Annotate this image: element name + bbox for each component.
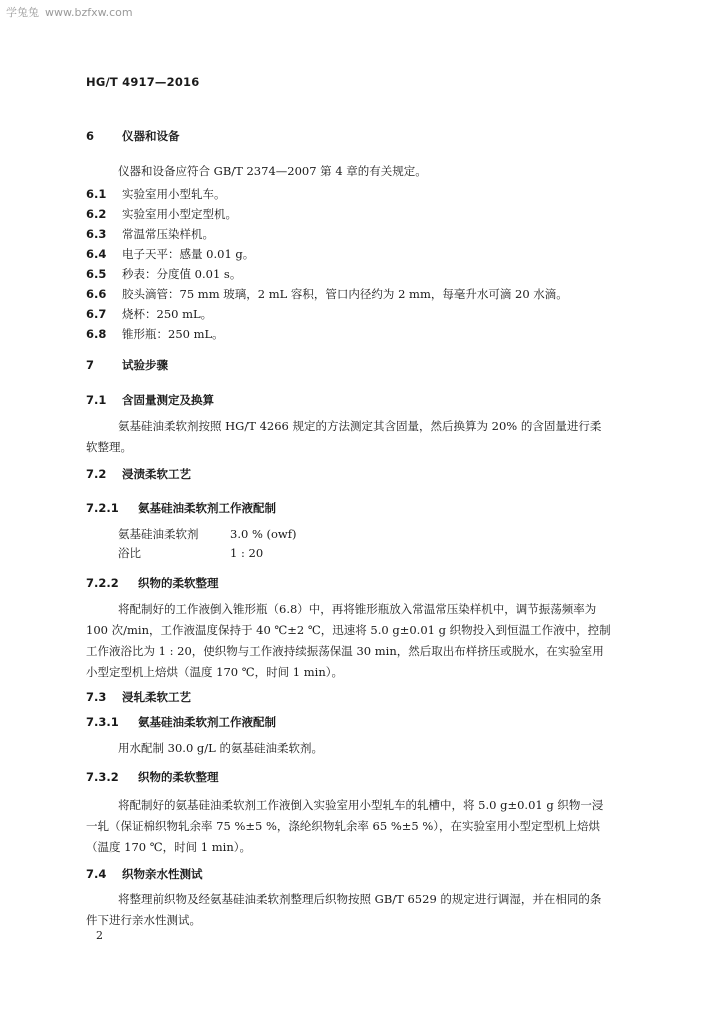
section-number: 7.3.2 bbox=[86, 770, 119, 784]
section-title: 织物的柔软整理 bbox=[138, 576, 219, 590]
item-text: 实验室用小型轧车。 bbox=[122, 187, 226, 201]
section-7-4-heading bbox=[86, 866, 203, 882]
document-code: HG/T 4917—2016 bbox=[86, 75, 200, 89]
paragraph-line: 用水配制 30.0 g/L 的氨基硅油柔软剂。 bbox=[118, 741, 323, 755]
section-number: 7.4 bbox=[86, 867, 107, 881]
formula-row bbox=[118, 526, 297, 542]
paragraph-line: 将配制好的氨基硅油柔软剂工作液倒入实验室用小型轧车的轧槽中，将 5.0 g±0.01 g 织物一浸 bbox=[118, 798, 604, 812]
list-item bbox=[86, 286, 568, 302]
section-7-3-heading bbox=[86, 689, 191, 705]
section-number: 7.2 bbox=[86, 467, 107, 481]
section-title: 氨基硅油柔软剂工作液配制 bbox=[138, 501, 276, 515]
section-7-2-2-heading bbox=[86, 575, 219, 591]
formula-label: 浴比 bbox=[118, 546, 141, 560]
section-number: 7.2.1 bbox=[86, 501, 119, 515]
section-number: 7.2.2 bbox=[86, 576, 119, 590]
section-7-3-2-heading bbox=[86, 769, 219, 785]
item-text: 胶头滴管：75 mm 玻璃，2 mL 容积，管口内径约为 2 mm，每毫升水可滴 20 水滴。 bbox=[122, 287, 568, 301]
paragraph-line: 一轧（保证棉织物轧余率 75 %±5 %，涤纶织物轧余率 65 %±5 %），在实验室用小型定型机上焙烘 bbox=[86, 819, 601, 833]
paragraph-line: 氨基硅油柔软剂按照 HG/T 4266 规定的方法测定其含固量，然后换算为 20% 的含固量进行柔 bbox=[118, 419, 602, 433]
section-number: 7 bbox=[86, 358, 95, 372]
section-7-1-heading bbox=[86, 392, 214, 408]
section-7-heading bbox=[86, 357, 168, 373]
item-text: 实验室用小型定型机。 bbox=[122, 207, 237, 221]
formula-value: 1 : 20 bbox=[230, 546, 264, 560]
item-text: 烧杯：250 mL。 bbox=[122, 307, 213, 321]
paragraph-line: 将配制好的工作液倒入锥形瓶（6.8）中，再将锥形瓶放入常温常压染样机中，调节振荡频率为 bbox=[118, 602, 597, 616]
paragraph-line: （温度 170 ℃，时间 1 min）。 bbox=[86, 840, 251, 854]
item-text: 常温常压染样机。 bbox=[122, 227, 214, 241]
paragraph-line: 100 次/min，工作液温度保持于 40 ℃±2 ℃，迅速将 5.0 g±0.01 g 织物投入到恒温工作液中，控制 bbox=[86, 623, 611, 637]
section-title: 浸轧柔软工艺 bbox=[122, 690, 191, 704]
section-7-2-heading bbox=[86, 466, 191, 482]
item-text: 锥形瓶：250 mL。 bbox=[122, 327, 224, 341]
section-6-intro: 仪器和设备应符合 GB/T 2374—2007 第 4 章的有关规定。 bbox=[118, 164, 427, 178]
watermark bbox=[6, 4, 133, 20]
item-text: 秒表：分度值 0.01 s。 bbox=[122, 267, 242, 281]
section-title: 织物亲水性测试 bbox=[122, 867, 203, 881]
formula-label: 氨基硅油柔软剂 bbox=[118, 527, 199, 541]
paragraph-line: 件下进行亲水性测试。 bbox=[86, 913, 201, 927]
item-number: 6.3 bbox=[86, 227, 107, 241]
section-title: 氨基硅油柔软剂工作液配制 bbox=[138, 715, 276, 729]
section-number: 6 bbox=[86, 129, 95, 143]
section-number: 7.3.1 bbox=[86, 715, 119, 729]
formula-value: 3.0 % (owf) bbox=[230, 527, 297, 541]
formula-row bbox=[118, 545, 263, 561]
section-number: 7.1 bbox=[86, 393, 107, 407]
list-item bbox=[86, 206, 237, 222]
paragraph-line: 将整理前织物及经氨基硅油柔软剂整理后织物按照 GB/T 6529 的规定进行调湿，并在相同的条 bbox=[118, 892, 602, 906]
section-title: 浸渍柔软工艺 bbox=[122, 467, 191, 481]
list-item bbox=[86, 266, 241, 282]
paragraph-line: 工作液浴比为 1 : 20，使织物与工作液持续振荡保温 30 min，然后取出布样挤压或脱水，在实验室用 bbox=[86, 644, 604, 658]
section-7-2-1-heading bbox=[86, 500, 276, 516]
section-title: 含固量测定及换算 bbox=[122, 393, 214, 407]
list-item bbox=[86, 186, 226, 202]
watermark-url: www.bzfxw.com bbox=[45, 6, 133, 19]
item-number: 6.4 bbox=[86, 247, 107, 261]
item-number: 6.7 bbox=[86, 307, 107, 321]
list-item bbox=[86, 226, 214, 242]
item-text: 电子天平：感量 0.01 g。 bbox=[122, 247, 255, 261]
section-title: 试验步骤 bbox=[122, 358, 168, 372]
paragraph-line: 软整理。 bbox=[86, 440, 132, 454]
section-title: 织物的柔软整理 bbox=[138, 770, 219, 784]
section-number: 7.3 bbox=[86, 690, 107, 704]
list-item bbox=[86, 306, 212, 322]
list-item bbox=[86, 246, 254, 262]
paragraph-line: 小型定型机上焙烘（温度 170 ℃，时间 1 min）。 bbox=[86, 665, 343, 679]
item-number: 6.1 bbox=[86, 187, 107, 201]
item-number: 6.2 bbox=[86, 207, 107, 221]
page-number: 2 bbox=[96, 929, 103, 942]
item-number: 6.8 bbox=[86, 327, 107, 341]
item-number: 6.5 bbox=[86, 267, 107, 281]
watermark-site: 学兔兔 bbox=[6, 6, 39, 19]
section-6-heading bbox=[86, 128, 180, 144]
section-7-3-1-heading bbox=[86, 714, 276, 730]
section-title: 仪器和设备 bbox=[122, 129, 180, 143]
item-number: 6.6 bbox=[86, 287, 107, 301]
list-item bbox=[86, 326, 224, 342]
